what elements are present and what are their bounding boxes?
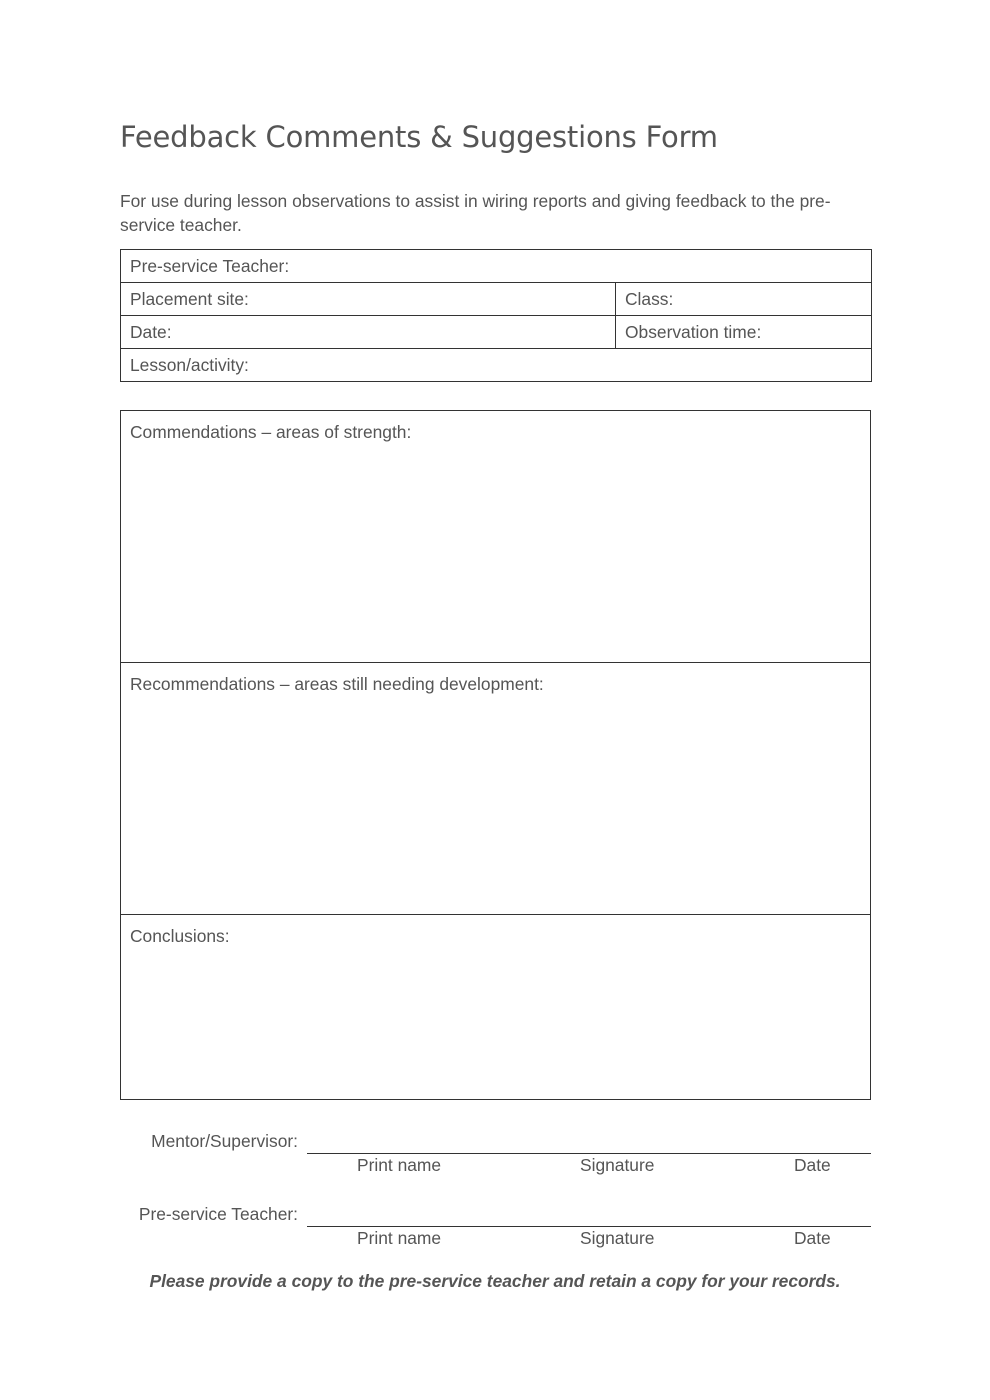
table-row	[121, 349, 872, 382]
table-row	[121, 283, 872, 316]
class-field[interactable]: Class:	[616, 283, 872, 316]
teacher-signature-block	[120, 1204, 871, 1264]
commendations-area[interactable]	[121, 411, 870, 663]
details-table	[120, 249, 872, 382]
observation-time-field[interactable]: Observation time:	[616, 316, 872, 349]
intro-text: For use during lesson observations to assist in wiring reports and giving feedback to the pre-service teacher.	[120, 191, 831, 235]
recommendations-label: Recommendations – areas still needing development:	[130, 674, 544, 694]
lesson-activity-field[interactable]: Lesson/activity:	[121, 349, 872, 382]
table-row	[121, 250, 872, 283]
date-field[interactable]: Date:	[121, 316, 616, 349]
mentor-print-name-label: Print name	[357, 1155, 442, 1175]
commendations-label: Commendations – areas of strength:	[130, 422, 412, 442]
pre-service-teacher-field[interactable]: Pre-service Teacher:	[121, 250, 872, 283]
recommendations-area[interactable]	[121, 663, 870, 915]
teacher-print-name-label: Print name	[357, 1228, 442, 1248]
mentor-label: Mentor/Supervisor:	[151, 1131, 298, 1151]
placement-site-field[interactable]: Placement site:	[121, 283, 616, 316]
teacher-label: Pre-service Teacher:	[138, 1204, 298, 1224]
teacher-signature-label: Signature	[580, 1228, 655, 1248]
comments-box	[120, 410, 871, 1100]
mentor-signature-line[interactable]	[307, 1153, 871, 1154]
teacher-signature-line[interactable]	[307, 1226, 871, 1227]
teacher-date-label: Date	[794, 1228, 831, 1248]
footer-note: Please provide a copy to the pre-service teacher and retain a copy for your records.	[149, 1271, 841, 1291]
page-title: Feedback Comments & Suggestions Form	[120, 120, 718, 154]
conclusions-area[interactable]	[121, 915, 870, 1099]
mentor-signature-label: Signature	[580, 1155, 655, 1175]
table-row	[121, 316, 872, 349]
mentor-date-label: Date	[794, 1155, 831, 1175]
mentor-signature-block	[120, 1131, 871, 1191]
conclusions-label: Conclusions:	[130, 926, 230, 946]
